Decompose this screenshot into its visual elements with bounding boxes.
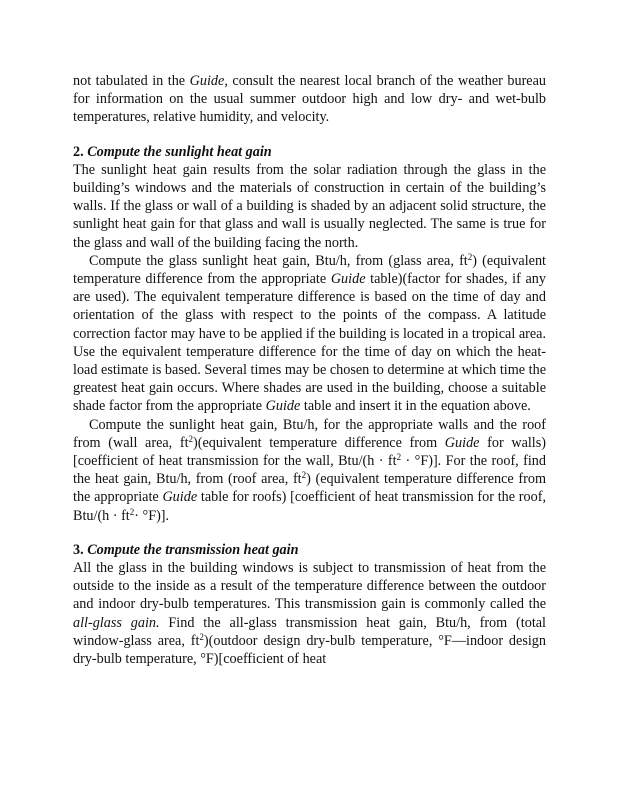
text-run: ) (equivalent temperature difference from the appropriate bbox=[73, 252, 547, 288]
text-run: Find the all-glass transmission heat gain, Btu/h, from (total window-glass area, ft bbox=[73, 614, 546, 649]
section-3-paragraph-1 bbox=[73, 559, 546, 668]
section-2-heading bbox=[73, 143, 546, 161]
section-title: Compute the transmission heat gain bbox=[87, 541, 299, 558]
guide-ref: Guide bbox=[162, 489, 198, 506]
document-page bbox=[73, 72, 546, 668]
section-2-paragraph-2 bbox=[73, 252, 546, 416]
text-run: · °F)]. bbox=[134, 507, 170, 524]
guide-ref: Guide bbox=[265, 398, 301, 415]
intro-text: not tabulated in the bbox=[73, 73, 190, 89]
section-title: Compute the sunlight heat gain bbox=[87, 143, 272, 160]
intro-paragraph bbox=[73, 72, 546, 127]
guide-ref: Guide bbox=[444, 434, 480, 451]
section-2-paragraph-1: The sunlight heat gain results from the solar radiation through the glass in the building’s windows and the materials of construction in certain of the building’s walls. If the glass or wall of a building is shaded by an adjacent solid structure, the sunlight heat gain for that glass and wall is usually neglected. The same is true for the glass and wall of the building facing the north. bbox=[73, 161, 546, 251]
text-run: table and insert it in the equation above. bbox=[300, 398, 531, 415]
text-run: Compute the glass sunlight heat gain, Btu/h, from (glass area, ft bbox=[89, 252, 468, 269]
section-2-paragraph-3 bbox=[73, 416, 546, 525]
text-run: ) (equivalent temperature difference from the appropriate bbox=[73, 471, 546, 506]
superscript: 2 bbox=[129, 506, 135, 517]
section-number: 2. bbox=[73, 143, 88, 160]
text-run: All the glass in the building windows is subject to transmission of heat from the outside to the inside as a result of the temperature difference between the outdoor and indoor dry-bulb temperatures. This transmission gain is commonly called the bbox=[73, 560, 546, 613]
text-run: Compute the sunlight heat gain, Btu/h, for the appropriate walls and the roof from (wall area, ft bbox=[73, 416, 546, 451]
text-run: for walls) [coefficient of heat transmission for the wall, Btu/(h · ft bbox=[73, 434, 546, 470]
text-run: )(equivalent temperature difference from bbox=[193, 434, 445, 451]
section-3-heading bbox=[73, 541, 546, 559]
guide-ref: Guide bbox=[330, 271, 366, 288]
superscript: 2 bbox=[301, 470, 307, 481]
section-number: 3. bbox=[73, 541, 88, 558]
superscript: 2 bbox=[396, 452, 402, 463]
superscript: 2 bbox=[188, 433, 194, 444]
text-run: )(outdoor design dry-bulb temperature, °F—indoor design dry-bulb temperature, °F)[coefficient of heat bbox=[73, 632, 546, 668]
text-run: table for roofs) [coefficient of heat transmission for the roof, Btu/(h · ft bbox=[73, 489, 546, 524]
superscript: 2 bbox=[199, 631, 204, 642]
intro-text-cont: , consult the nearest local branch of the weather bureau for information on the usual summer outdoor high and low dry- and wet-bulb temperatures, relative humidity, and velocity. bbox=[73, 73, 546, 126]
term: all-glass gain. bbox=[73, 614, 160, 631]
text-run: table)(factor for shades, if any are used). The equivalent temperature difference is based on the time of day and orientation of the glass with respect to the points of the compass. A latitude correction factor may have to be applied if the building is located in a tropical area. Use the equivalent temperature difference for the time of day on which the heat-load estimate is based. Several times may be chosen to determine at which time the greatest heat gain occurs. Where shades are used in the building, choose a suitable shade factor from the appropriate bbox=[73, 271, 546, 415]
guide-ref: Guide bbox=[189, 73, 225, 89]
text-run: · °F)]. For the roof, find the heat gain, Btu/h, from (roof area, ft bbox=[73, 453, 546, 488]
superscript: 2 bbox=[467, 251, 473, 262]
